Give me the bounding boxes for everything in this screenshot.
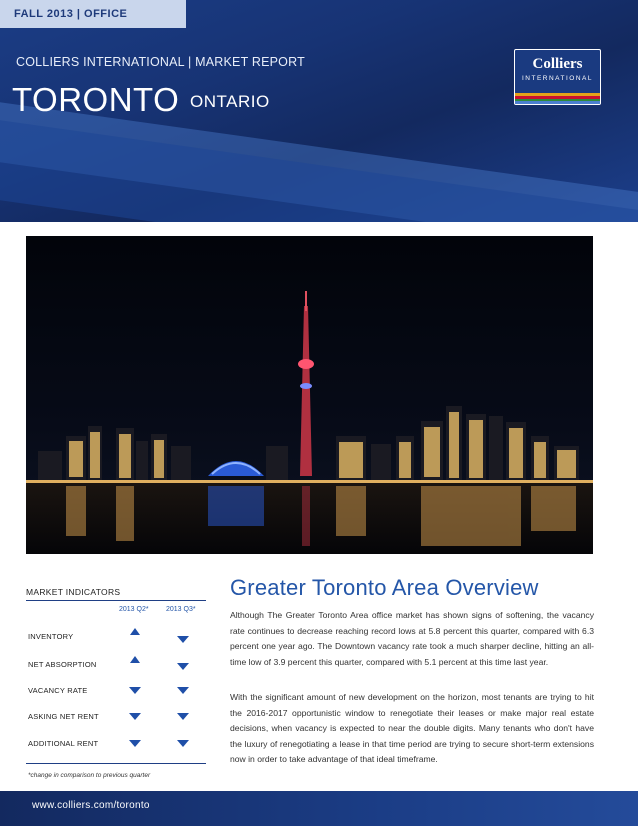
indicator-row-net-absorption <box>26 660 206 674</box>
down-arrow-icon <box>177 663 189 670</box>
indicator-row-asking-net-rent <box>26 712 206 726</box>
down-arrow-icon <box>129 740 141 747</box>
logo-sub: INTERNATIONAL <box>521 75 594 82</box>
city-title: TORONTO <box>12 81 180 118</box>
website-link[interactable]: www.colliers.com/toronto <box>32 800 150 811</box>
indicator-row-additional-rent <box>26 739 206 753</box>
indicator-row-inventory <box>26 632 206 646</box>
article-paragraph-1: Although The Greater Toronto Area office market has shown signs of softening, the vacancy rate continues to decrease reaching record lows at 5.8 percent this quarter, compared with 6.3 percent one year ago. The Downtown vacancy rate took a much sharper decline, hitting an all-time low of 3.9 percent this quarter, compared with 5.1 percent at this time last year. <box>230 610 594 667</box>
col-2013-q2: 2013 Q2* <box>119 606 149 613</box>
up-arrow-icon <box>130 656 140 663</box>
report-footer <box>0 791 638 826</box>
divider <box>26 763 206 764</box>
skyline-illustration <box>26 236 593 554</box>
indicator-label: NET ABSORPTION <box>28 660 97 669</box>
indicator-label: INVENTORY <box>28 632 74 641</box>
down-arrow-icon <box>129 687 141 694</box>
footnote: *change in comparison to previous quarter <box>28 772 151 779</box>
indicator-row-vacancy-rate <box>26 686 206 700</box>
report-header <box>0 0 638 222</box>
down-arrow-icon <box>129 713 141 720</box>
market-indicators-title: MARKET INDICATORS <box>26 587 121 597</box>
report-subtitle: COLLIERS INTERNATIONAL | MARKET REPORT <box>16 55 305 69</box>
province-title: ONTARIO <box>190 92 270 111</box>
indicator-label: ASKING NET RENT <box>28 712 99 721</box>
down-arrow-icon <box>177 687 189 694</box>
colliers-logo <box>514 49 601 105</box>
indicator-label: VACANCY RATE <box>28 686 88 695</box>
up-arrow-icon <box>130 628 140 635</box>
season-tag: FALL 2013 | OFFICE <box>0 0 186 28</box>
market-indicators-panel <box>26 572 206 784</box>
down-arrow-icon <box>177 740 189 747</box>
down-arrow-icon <box>177 713 189 720</box>
indicator-label: ADDITIONAL RENT <box>28 739 99 748</box>
logo-name: Colliers <box>532 56 583 72</box>
down-arrow-icon <box>177 636 189 643</box>
article-title: Greater Toronto Area Overview <box>230 575 539 600</box>
logo-color-bars <box>515 93 600 104</box>
divider <box>26 600 206 601</box>
article-paragraph-2: With the significant amount of new development on the horizon, most tenants are trying to hit the 2016-2017 opportunistic window to renegotiate their leases or make major real estate decisions, when vacancy is expected to near the double digits. Many tenants who don't have the luxury of renegotiating a lease in that time period are trying to secure short-term extensions now in order to take advantage of that ideal timeframe. <box>230 692 594 764</box>
toronto-skyline-photo <box>26 236 593 554</box>
col-2013-q3: 2013 Q3* <box>166 606 196 613</box>
